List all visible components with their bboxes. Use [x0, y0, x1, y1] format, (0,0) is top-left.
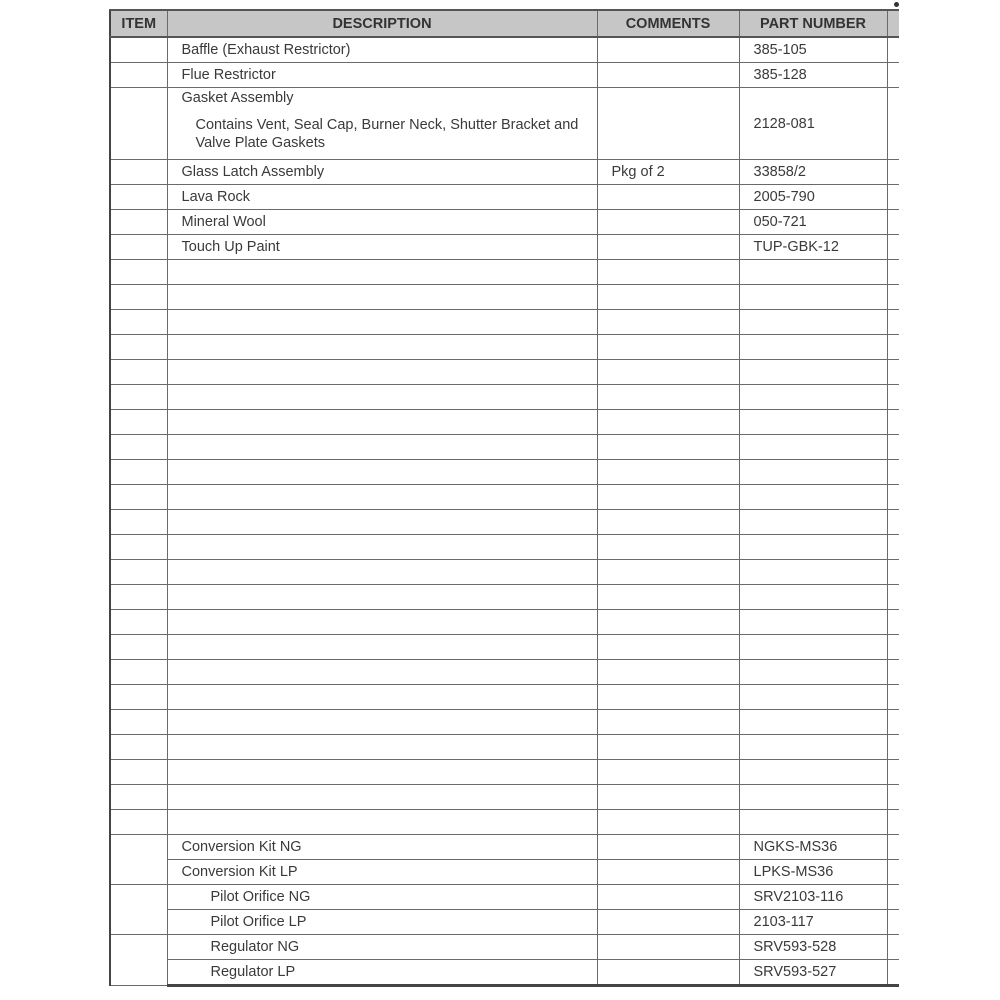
blank-row — [110, 310, 899, 335]
clipped-cell — [887, 610, 899, 635]
description-cell — [167, 485, 597, 510]
description-cell — [167, 385, 597, 410]
clipped-cell — [887, 410, 899, 435]
item-cell — [110, 710, 167, 735]
part-number-cell: 33858/2 — [739, 160, 887, 185]
comments-cell — [597, 310, 739, 335]
part-number-cell — [739, 610, 887, 635]
description-cell — [167, 260, 597, 285]
description-cell — [167, 760, 597, 785]
description-cell — [167, 710, 597, 735]
clipped-cell — [887, 260, 899, 285]
blank-row — [110, 510, 899, 535]
item-cell — [110, 235, 167, 260]
comments-cell — [597, 185, 739, 210]
clipped-cell — [887, 37, 899, 63]
clipped-cell — [887, 635, 899, 660]
clipped-cell — [887, 460, 899, 485]
table-row — [110, 88, 899, 160]
comments-cell — [597, 535, 739, 560]
description-cell: Pilot Orifice LP — [167, 910, 597, 935]
item-cell — [110, 260, 167, 285]
part-number-cell — [739, 735, 887, 760]
item-cell — [110, 285, 167, 310]
description-cell — [167, 635, 597, 660]
description-cell: Touch Up Paint — [167, 235, 597, 260]
clipped-cell — [887, 710, 899, 735]
clipped-cell — [887, 385, 899, 410]
blank-row — [110, 560, 899, 585]
description-cell — [167, 335, 597, 360]
description-cell — [167, 610, 597, 635]
comments-cell — [597, 235, 739, 260]
description-cell — [167, 810, 597, 835]
part-number-cell — [739, 285, 887, 310]
blank-row — [110, 260, 899, 285]
description-cell — [167, 310, 597, 335]
table-header-row — [110, 10, 899, 37]
description-cell: Pilot Orifice NG — [167, 885, 597, 910]
table-row — [110, 210, 899, 235]
description-cell: Baffle (Exhaust Restrictor) — [167, 37, 597, 63]
blank-row — [110, 610, 899, 635]
blank-row — [110, 535, 899, 560]
blank-row — [110, 335, 899, 360]
kit-row — [110, 910, 899, 935]
part-number-cell: SRV593-527 — [739, 960, 887, 986]
kit-row — [110, 960, 899, 986]
item-cell — [110, 635, 167, 660]
table-row — [110, 235, 899, 260]
comments-cell — [597, 485, 739, 510]
item-cell — [110, 210, 167, 235]
part-number-cell — [739, 635, 887, 660]
description-cell: Regulator LP — [167, 960, 597, 986]
description-cell: Regulator NG — [167, 935, 597, 960]
comments-cell — [597, 635, 739, 660]
item-cell — [110, 335, 167, 360]
item-cell — [110, 685, 167, 710]
description-cell — [167, 585, 597, 610]
part-number-cell: NGKS-MS36 — [739, 835, 887, 860]
comments-cell — [597, 385, 739, 410]
parts-table — [109, 9, 899, 987]
table-row — [110, 185, 899, 210]
comments-cell — [597, 585, 739, 610]
description-text: Gasket Assembly — [181, 90, 294, 106]
comments-cell — [597, 910, 739, 935]
part-number-cell — [739, 510, 887, 535]
item-cell — [110, 460, 167, 485]
comments-cell — [597, 410, 739, 435]
blank-row — [110, 785, 899, 810]
part-number-cell: 2005-790 — [739, 185, 887, 210]
clipped-cell — [887, 785, 899, 810]
item-cell — [110, 385, 167, 410]
description-cell: Flue Restrictor — [167, 63, 597, 88]
comments-cell — [597, 960, 739, 986]
comments-cell: Pkg of 2 — [597, 160, 739, 185]
corner-mark — [894, 2, 899, 7]
table-row — [110, 160, 899, 185]
clipped-cell — [887, 535, 899, 560]
comments-cell — [597, 360, 739, 385]
clipped-cell — [887, 735, 899, 760]
clipped-cell — [887, 160, 899, 185]
part-number-cell — [739, 685, 887, 710]
description-cell — [167, 435, 597, 460]
item-cell — [110, 610, 167, 635]
part-number-cell — [739, 710, 887, 735]
kit-row — [110, 860, 899, 885]
header-comments: COMMENTS — [597, 10, 739, 37]
clipped-cell — [887, 335, 899, 360]
blank-row — [110, 385, 899, 410]
part-number-cell: LPKS-MS36 — [739, 860, 887, 885]
item-cell — [110, 835, 167, 885]
part-number-cell — [739, 660, 887, 685]
item-cell — [110, 585, 167, 610]
comments-cell — [597, 335, 739, 360]
blank-row — [110, 435, 899, 460]
item-cell — [110, 410, 167, 435]
comments-cell — [597, 860, 739, 885]
clipped-cell — [887, 285, 899, 310]
comments-cell — [597, 810, 739, 835]
comments-cell — [597, 735, 739, 760]
part-number-cell — [739, 585, 887, 610]
description-cell — [167, 460, 597, 485]
description-note: Contains Vent, Seal Cap, Burner Neck, Shutter Bracket and Valve Plate Gaskets — [195, 117, 579, 151]
part-number-cell — [739, 460, 887, 485]
blank-row — [110, 360, 899, 385]
clipped-cell — [887, 88, 899, 160]
clipped-cell — [887, 485, 899, 510]
blank-row — [110, 585, 899, 610]
item-cell — [110, 160, 167, 185]
item-cell — [110, 885, 167, 935]
part-number-cell — [739, 410, 887, 435]
item-cell — [110, 185, 167, 210]
blank-row — [110, 635, 899, 660]
item-cell — [110, 935, 167, 986]
clipped-cell — [887, 810, 899, 835]
table-row — [110, 63, 899, 88]
blank-row — [110, 485, 899, 510]
comments-cell — [597, 285, 739, 310]
clipped-cell — [887, 210, 899, 235]
clipped-cell — [887, 235, 899, 260]
description-cell: Conversion Kit LP — [167, 860, 597, 885]
item-cell — [110, 510, 167, 535]
part-number-cell — [739, 310, 887, 335]
header-description: DESCRIPTION — [167, 10, 597, 37]
description-cell — [167, 785, 597, 810]
blank-row — [110, 760, 899, 785]
blank-row — [110, 810, 899, 835]
comments-cell — [597, 835, 739, 860]
description-cell: Mineral Wool — [167, 210, 597, 235]
item-cell — [110, 735, 167, 760]
comments-cell — [597, 885, 739, 910]
comments-cell — [597, 560, 739, 585]
part-number-cell — [739, 560, 887, 585]
part-number-cell — [739, 435, 887, 460]
blank-row — [110, 410, 899, 435]
description-cell — [167, 560, 597, 585]
description-cell: Glass Latch Assembly — [167, 160, 597, 185]
item-cell — [110, 360, 167, 385]
blank-row — [110, 710, 899, 735]
clipped-cell — [887, 835, 899, 860]
item-cell — [110, 535, 167, 560]
clipped-cell — [887, 185, 899, 210]
clipped-cell — [887, 560, 899, 585]
parts-table-container — [109, 9, 899, 994]
clipped-cell — [887, 760, 899, 785]
part-number-cell — [739, 810, 887, 835]
blank-row — [110, 735, 899, 760]
description-cell: Conversion Kit NG — [167, 835, 597, 860]
blank-row — [110, 685, 899, 710]
part-number-cell — [739, 360, 887, 385]
description-cell — [167, 535, 597, 560]
clipped-cell — [887, 510, 899, 535]
part-number-cell: 2103-117 — [739, 910, 887, 935]
item-cell — [110, 63, 167, 88]
description-cell — [167, 410, 597, 435]
kit-row — [110, 835, 899, 860]
clipped-cell — [887, 885, 899, 910]
comments-cell — [597, 660, 739, 685]
clipped-cell — [887, 585, 899, 610]
comments-cell — [597, 760, 739, 785]
item-cell — [110, 560, 167, 585]
item-cell — [110, 435, 167, 460]
item-cell — [110, 485, 167, 510]
comments-cell — [597, 935, 739, 960]
description-cell — [167, 685, 597, 710]
item-cell — [110, 310, 167, 335]
item-cell — [110, 785, 167, 810]
part-number-cell — [739, 335, 887, 360]
comments-cell — [597, 685, 739, 710]
comments-cell — [597, 435, 739, 460]
description-cell: Lava Rock — [167, 185, 597, 210]
comments-cell — [597, 260, 739, 285]
part-number-cell — [739, 260, 887, 285]
part-number-cell: 2128-081 — [739, 88, 887, 160]
clipped-cell — [887, 63, 899, 88]
comments-cell — [597, 510, 739, 535]
part-number-cell — [739, 785, 887, 810]
description-cell — [167, 360, 597, 385]
description-cell — [167, 285, 597, 310]
part-number-cell: TUP-GBK-12 — [739, 235, 887, 260]
comments-cell — [597, 610, 739, 635]
header-clipped-column — [887, 10, 899, 37]
description-cell — [167, 88, 597, 160]
clipped-cell — [887, 685, 899, 710]
part-number-cell: SRV2103-116 — [739, 885, 887, 910]
header-part-number: PART NUMBER — [739, 10, 887, 37]
part-number-cell — [739, 535, 887, 560]
blank-row — [110, 460, 899, 485]
item-cell — [110, 660, 167, 685]
part-number-cell: SRV593-528 — [739, 935, 887, 960]
clipped-cell — [887, 360, 899, 385]
blank-row — [110, 660, 899, 685]
part-number-cell — [739, 485, 887, 510]
comments-cell — [597, 63, 739, 88]
part-number-cell — [739, 385, 887, 410]
table-row — [110, 37, 899, 63]
clipped-cell — [887, 310, 899, 335]
item-cell — [110, 760, 167, 785]
description-cell — [167, 510, 597, 535]
part-number-cell: 385-128 — [739, 63, 887, 88]
clipped-cell — [887, 860, 899, 885]
comments-cell — [597, 210, 739, 235]
header-item: ITEM — [110, 10, 167, 37]
description-cell — [167, 660, 597, 685]
clipped-cell — [887, 935, 899, 960]
item-cell — [110, 810, 167, 835]
comments-cell — [597, 88, 739, 160]
comments-cell — [597, 710, 739, 735]
description-cell — [167, 735, 597, 760]
part-number-cell: 385-105 — [739, 37, 887, 63]
item-cell — [110, 37, 167, 63]
clipped-cell — [887, 910, 899, 935]
part-number-cell — [739, 760, 887, 785]
kit-row — [110, 935, 899, 960]
blank-row — [110, 285, 899, 310]
comments-cell — [597, 460, 739, 485]
part-number-cell: 050-721 — [739, 210, 887, 235]
item-cell — [110, 88, 167, 160]
clipped-cell — [887, 435, 899, 460]
comments-cell — [597, 785, 739, 810]
kit-row — [110, 885, 899, 910]
clipped-cell — [887, 960, 899, 986]
clipped-cell — [887, 660, 899, 685]
comments-cell — [597, 37, 739, 63]
